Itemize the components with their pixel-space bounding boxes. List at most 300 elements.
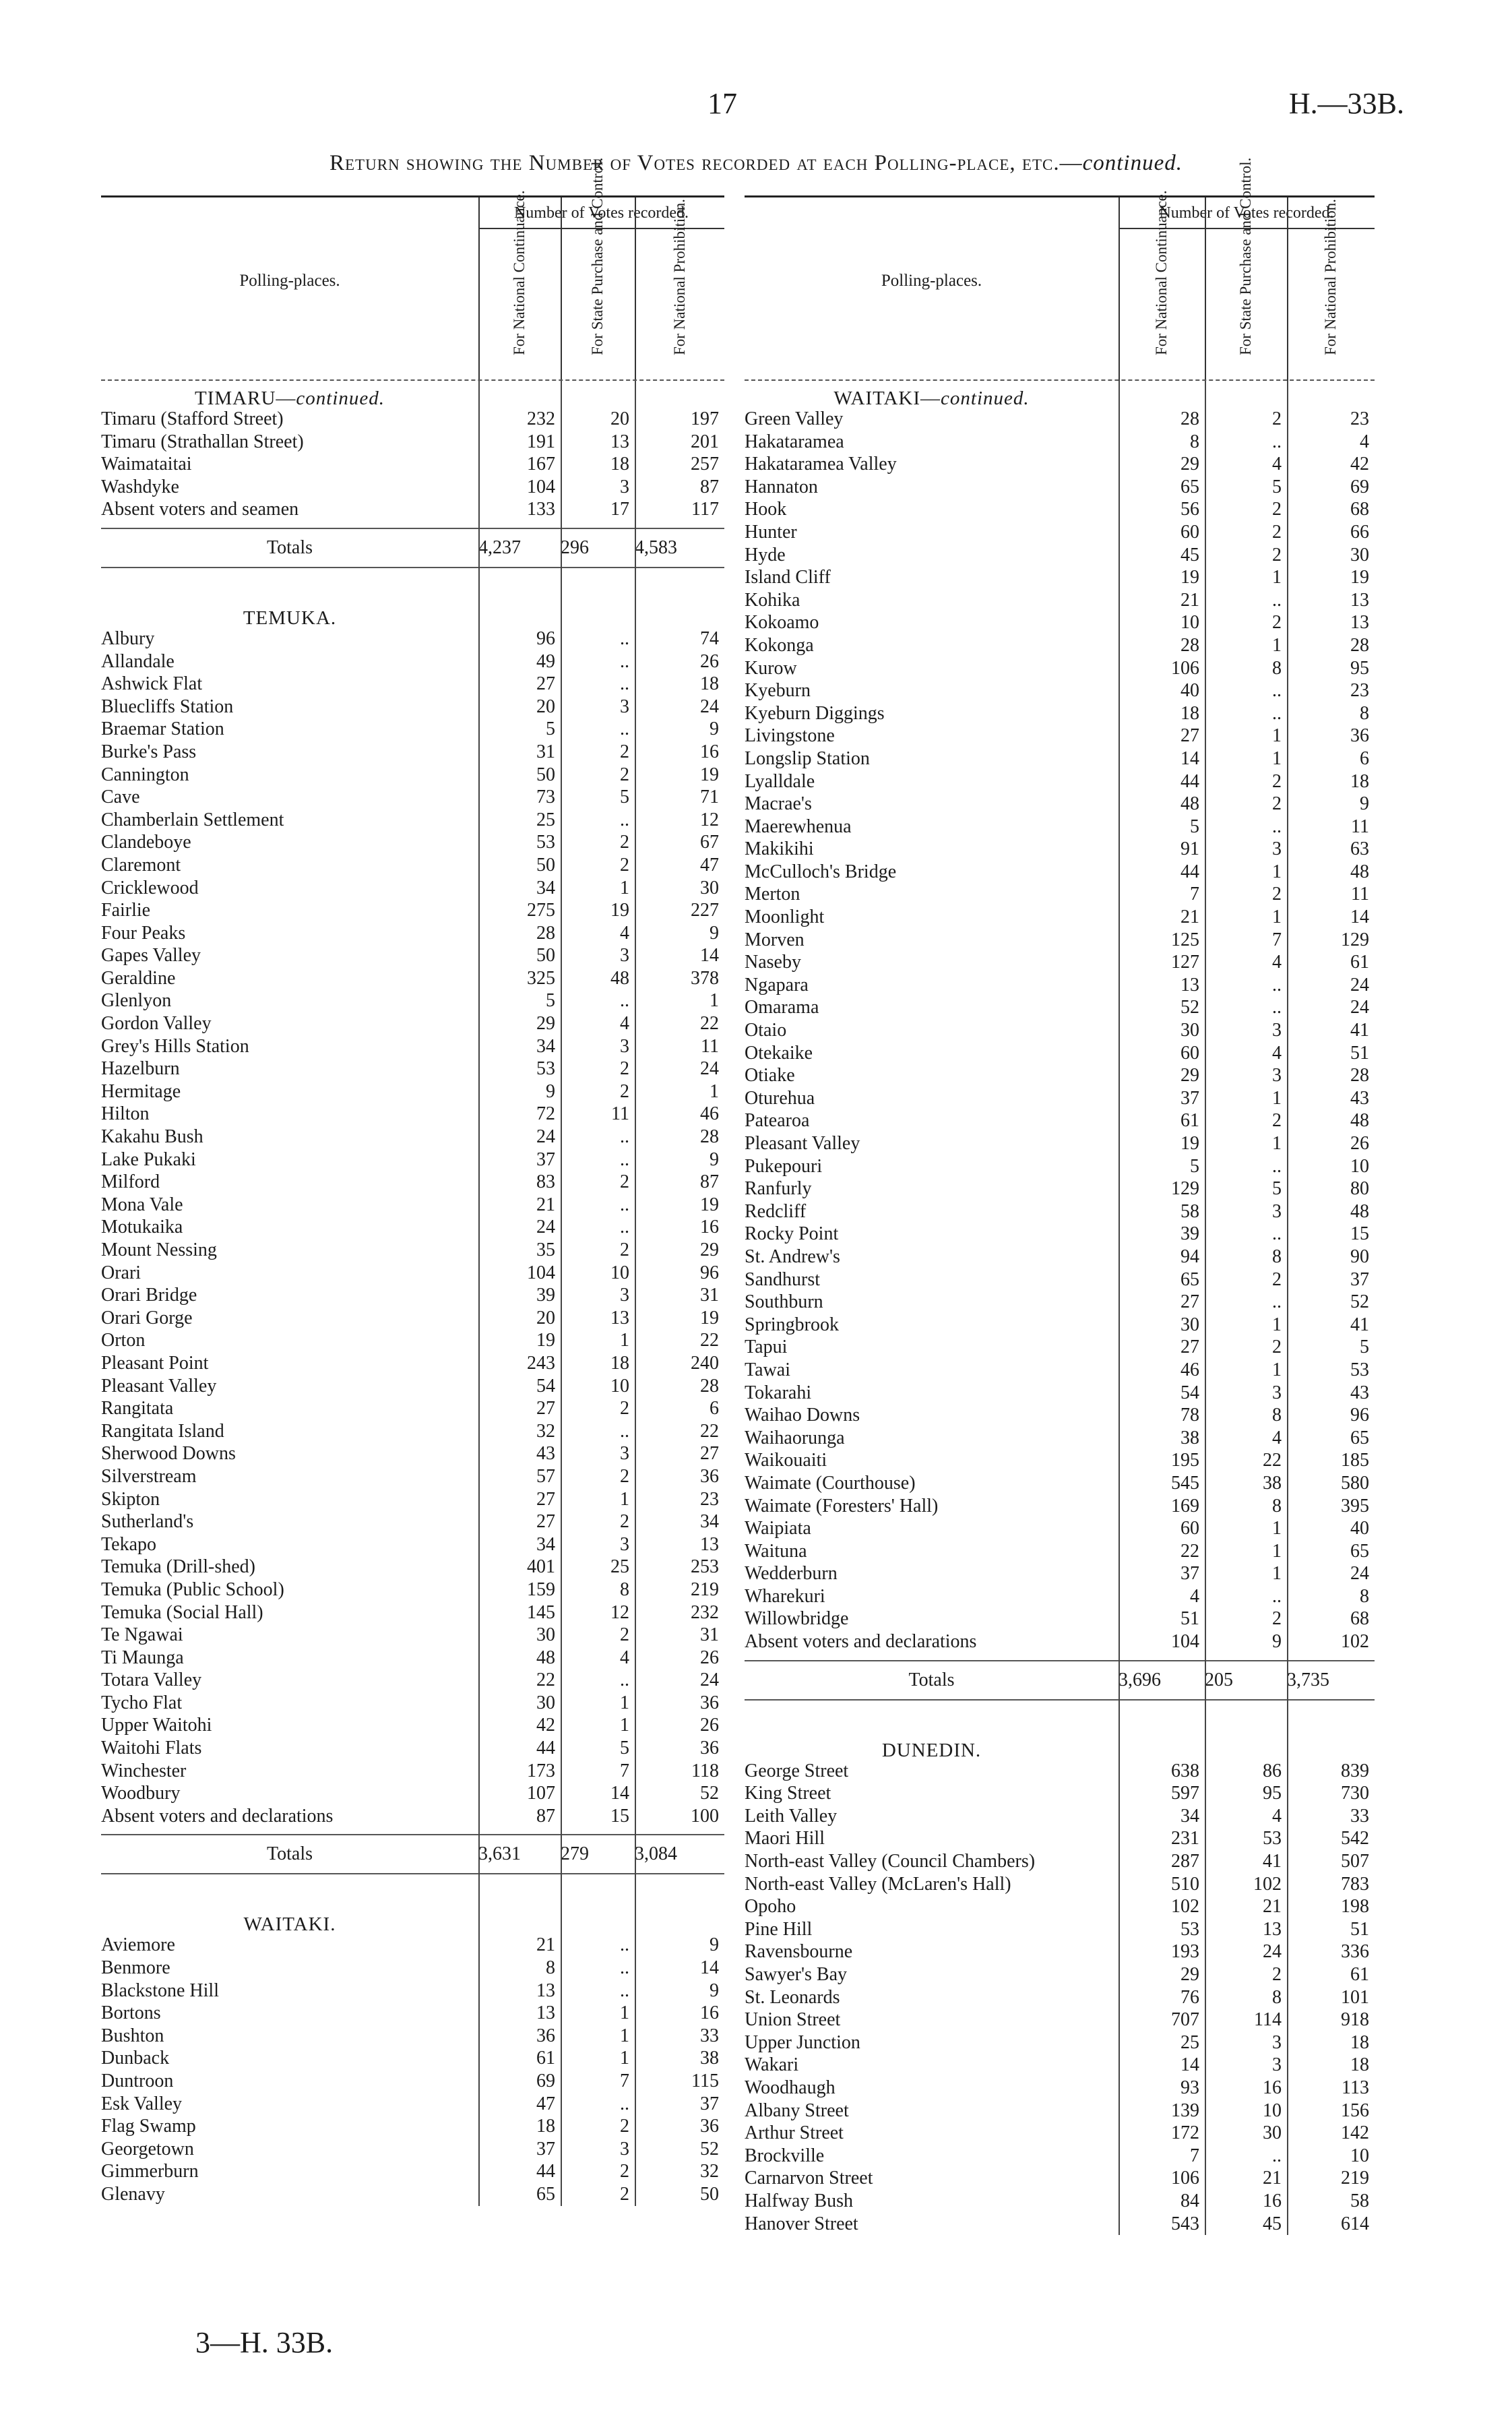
prohibition-votes: 9 <box>710 1934 719 1956</box>
state-control-votes: 16 <box>1263 2077 1282 2098</box>
table-row <box>101 1329 724 1352</box>
polling-place-label: Livingstone <box>745 725 835 747</box>
table-row <box>745 951 1375 974</box>
continuance-votes: 50 <box>536 945 555 967</box>
prohibition-votes: 113 <box>1342 2077 1369 2098</box>
prohibition-votes: 580 <box>1341 1472 1369 1494</box>
table-row <box>101 2047 724 2070</box>
prohibition-votes: 33 <box>1350 1805 1369 1827</box>
state-control-votes: 38 <box>1263 1472 1282 1494</box>
polling-place-label: Halfway Bush <box>745 2190 853 2211</box>
polling-place-label: Mona Vale <box>101 1194 183 1215</box>
polling-place-name <box>745 1087 1119 1110</box>
prohibition-votes: 783 <box>1341 1873 1369 1895</box>
continuance-votes: 129 <box>1171 1178 1199 1200</box>
polling-place-label: Grey's Hills Station <box>101 1035 249 1057</box>
polling-place-label: Timaru (Stafford Street) <box>101 408 284 429</box>
state-control-votes: 3 <box>620 476 629 497</box>
prohibition-votes: 11 <box>1351 884 1369 905</box>
polling-place-label: Hanover Street <box>745 2213 858 2234</box>
polling-place-name <box>101 1934 478 1957</box>
polling-place-name <box>101 1149 478 1171</box>
continuance-votes: 39 <box>1180 1223 1199 1245</box>
state-control-votes: 1 <box>620 1715 629 1736</box>
polling-place-name <box>101 1126 478 1149</box>
polling-place-name <box>101 741 478 764</box>
continuance-votes: 27 <box>1180 1291 1199 1313</box>
polling-place-label: Tokarahi <box>745 1382 812 1403</box>
prohibition-votes: 74 <box>700 627 719 649</box>
prohibition-votes: 31 <box>700 1285 719 1306</box>
polling-place-name <box>745 906 1119 929</box>
polling-place-name <box>745 816 1119 838</box>
polling-place-name <box>745 2213 1119 2236</box>
polling-place-label: Ngapara <box>745 974 809 996</box>
prohibition-votes: 53 <box>1350 1359 1369 1380</box>
prohibition-votes: 36 <box>700 1465 719 1487</box>
state-control-votes: 2 <box>620 1465 629 1487</box>
continuance-votes: 14 <box>1180 2054 1199 2076</box>
prohibition-votes: 9 <box>710 1149 719 1170</box>
vote-column-heading <box>1205 157 1287 373</box>
prohibition-votes: 14 <box>700 1957 719 1979</box>
continuance-votes: 707 <box>1171 2009 1199 2031</box>
continuance-votes: 193 <box>1171 1941 1199 1963</box>
polling-place-label: Kokoamo <box>745 612 819 634</box>
polling-place-name <box>745 657 1119 680</box>
continuance-votes: 5 <box>546 718 555 740</box>
polling-place-name <box>745 2009 1119 2031</box>
continuance-votes: 54 <box>1180 1382 1199 1403</box>
polling-place-label: Naseby <box>745 952 801 973</box>
polling-place-label: Pine Hill <box>745 1918 813 1940</box>
prohibition-votes: 14 <box>700 945 719 967</box>
polling-place-label: Winchester <box>101 1760 187 1781</box>
polling-place-name <box>101 1035 478 1058</box>
prohibition-votes: 31 <box>700 1624 719 1646</box>
table-row <box>101 1171 724 1194</box>
polling-place-name <box>745 521 1119 544</box>
state-control-votes: .. <box>1272 702 1282 724</box>
prohibition-votes: 198 <box>1341 1896 1369 1918</box>
continuance-votes: 21 <box>536 1194 555 1215</box>
document-reference: H.—33B. <box>1288 87 1404 120</box>
column-divider <box>478 381 480 2206</box>
table-row <box>101 718 724 741</box>
continuance-votes: 93 <box>1180 2077 1199 2098</box>
state-control-votes: 3 <box>1272 1020 1282 1041</box>
state-control-votes: 14 <box>610 1783 629 1804</box>
prohibition-votes: 336 <box>1341 1941 1369 1963</box>
continuance-votes: 30 <box>1180 1020 1199 1041</box>
district-name: TEMUKA. <box>243 607 337 629</box>
polling-place-label: North-east Valley (Council Chambers) <box>745 1851 1036 1872</box>
continuance-votes: 56 <box>1180 499 1199 520</box>
prohibition-votes: 185 <box>1341 1450 1369 1471</box>
state-control-votes: 2 <box>620 764 629 785</box>
totals-row <box>101 528 724 568</box>
prohibition-votes: 47 <box>700 854 719 876</box>
table-row <box>101 854 724 877</box>
polling-place-name <box>101 989 478 1012</box>
prohibition-votes: 614 <box>1341 2213 1369 2234</box>
continuance-votes: 5 <box>1190 816 1199 837</box>
totals-label: Totals <box>908 1669 955 1690</box>
table-row <box>745 861 1375 884</box>
polling-place-name <box>101 1465 478 1488</box>
continuance-votes: 232 <box>527 408 555 429</box>
polling-place-label: Woodhaugh <box>745 2077 836 2098</box>
state-control-votes: 3 <box>1272 1065 1282 1086</box>
state-control-votes: 45 <box>1263 2213 1282 2234</box>
polling-place-name <box>101 1307 478 1330</box>
table-row <box>745 2122 1375 2145</box>
polling-place-label: Morven <box>745 929 805 950</box>
table-row <box>745 702 1375 725</box>
polling-place-name <box>101 1782 478 1805</box>
table-row <box>745 1064 1375 1087</box>
state-control-votes: 1 <box>1272 1540 1282 1562</box>
continuance-votes: 48 <box>1180 793 1199 815</box>
polling-place-label: Orton <box>101 1330 146 1351</box>
continuance-votes: 27 <box>536 1511 555 1533</box>
prohibition-votes: 65 <box>1350 1540 1369 1562</box>
district-name: WAITAKI— <box>833 388 941 409</box>
state-control-votes: 2 <box>1272 793 1282 815</box>
table-row <box>745 883 1375 906</box>
state-control-votes: .. <box>620 1126 629 1148</box>
table-row <box>745 657 1375 680</box>
table-row <box>101 1488 724 1511</box>
continuance-votes: 30 <box>1180 1314 1199 1335</box>
prohibition-votes: 18 <box>1350 2031 1369 2053</box>
prohibition-votes: 11 <box>1351 816 1369 837</box>
polling-place-name <box>101 967 478 990</box>
prohibition-votes: 40 <box>1350 1518 1369 1539</box>
polling-place-label: Rocky Point <box>745 1223 839 1245</box>
polling-place-label: Upper Junction <box>745 2031 860 2053</box>
table-body <box>101 381 724 2206</box>
state-control-votes: 114 <box>1254 2009 1282 2031</box>
continuance-votes: 24 <box>536 1126 555 1148</box>
table-row <box>101 1442 724 1465</box>
polling-place-name <box>101 1442 478 1465</box>
polling-place-name <box>745 566 1119 589</box>
polling-place-name <box>101 696 478 718</box>
prohibition-votes: 61 <box>1350 952 1369 973</box>
polling-place-label: King Street <box>745 1783 831 1804</box>
continuance-votes: 543 <box>1171 2213 1199 2234</box>
continuance-votes: 9 <box>546 1080 555 1102</box>
state-control-votes: 2 <box>620 2116 629 2137</box>
state-control-votes: 3 <box>620 1285 629 1306</box>
continuance-votes: 10 <box>1180 612 1199 634</box>
table-row <box>745 1314 1375 1337</box>
prohibition-votes: 11 <box>701 1035 719 1057</box>
prohibition-votes: 8 <box>1360 1585 1369 1607</box>
prohibition-votes: 41 <box>1350 1020 1369 1041</box>
polling-place-label: Bortons <box>101 2002 161 2024</box>
polling-place-label: Cave <box>101 787 140 808</box>
state-control-votes: .. <box>620 1980 629 2001</box>
polling-place-name <box>745 1132 1119 1155</box>
polling-place-label: Washdyke <box>101 476 179 497</box>
continuance-votes: 87 <box>536 1805 555 1827</box>
state-control-votes: 3 <box>620 1443 629 1465</box>
polling-place-name <box>745 1359 1119 1382</box>
continuance-votes: 13 <box>1180 974 1199 996</box>
state-control-votes: 2 <box>620 1171 629 1193</box>
table-row <box>101 1149 724 1171</box>
table-row <box>101 922 724 945</box>
table-row <box>101 1058 724 1080</box>
table-row <box>745 1540 1375 1563</box>
polling-place-name <box>745 2190 1119 2213</box>
vote-column-heading <box>561 157 635 373</box>
table-row <box>101 989 724 1012</box>
table-row <box>745 929 1375 952</box>
polling-place-name <box>101 1375 478 1398</box>
polling-place-name <box>745 1427 1119 1450</box>
polling-place-label: Kokonga <box>745 634 814 656</box>
table-row <box>101 1352 724 1375</box>
continuance-votes: 61 <box>1180 1110 1199 1132</box>
continuance-votes: 44 <box>1180 770 1199 792</box>
state-control-votes: 10 <box>610 1262 629 1283</box>
polling-place-name <box>101 2183 478 2206</box>
polling-place-label: Redcliff <box>745 1200 807 1222</box>
state-control-votes: 8 <box>1272 1495 1282 1517</box>
polling-place-name <box>101 1239 478 1262</box>
continuance-votes: 19 <box>1180 1133 1199 1154</box>
polling-place-name <box>101 1647 478 1670</box>
state-control-votes: 24 <box>1263 1941 1282 1963</box>
continuance-votes: 125 <box>1171 929 1199 950</box>
continuance-votes: 34 <box>536 1035 555 1057</box>
continuance-votes: 191 <box>527 431 555 452</box>
polling-place-name <box>745 1562 1119 1585</box>
table-row <box>101 967 724 990</box>
polling-place-label: Orari Bridge <box>101 1285 197 1306</box>
continuance-votes: 20 <box>536 696 555 717</box>
prohibition-votes: 52 <box>700 1783 719 1804</box>
table-row <box>745 1782 1375 1805</box>
prohibition-votes: 16 <box>700 2002 719 2024</box>
continuance-votes: 78 <box>1180 1405 1199 1426</box>
continuance-votes: 29 <box>1180 454 1199 475</box>
state-control-votes: 30 <box>1263 2122 1282 2144</box>
state-control-votes: 2 <box>620 2183 629 2205</box>
state-control-votes: 5 <box>620 1738 629 1759</box>
prohibition-votes: 16 <box>700 1217 719 1238</box>
polling-place-name <box>745 453 1119 476</box>
continuance-votes: 50 <box>536 764 555 785</box>
polling-place-label: Orari Gorge <box>101 1307 193 1328</box>
polling-place-name <box>101 944 478 967</box>
polling-place-name <box>101 1533 478 1556</box>
state-control-votes: 2 <box>1272 1110 1282 1132</box>
state-control-votes: 10 <box>610 1375 629 1397</box>
prohibition-votes: 36 <box>700 1692 719 1713</box>
table-row <box>745 1177 1375 1200</box>
polling-places-heading: Polling-places. <box>881 272 982 290</box>
continuance-votes: 47 <box>536 2093 555 2114</box>
polling-place-label: Geraldine <box>101 967 176 989</box>
continuance-votes: 25 <box>536 809 555 830</box>
continuance-votes: 22 <box>1180 1540 1199 1562</box>
state-control-votes: 2 <box>1272 521 1282 543</box>
polling-place-label: Esk Valley <box>101 2093 183 2114</box>
table-row <box>101 498 724 521</box>
polling-place-name <box>101 2025 478 2048</box>
prohibition-votes: 918 <box>1341 2009 1369 2031</box>
polling-place-label: Waimataitai <box>101 454 192 475</box>
table-row <box>745 1449 1375 1472</box>
polling-place-name <box>745 1472 1119 1495</box>
table-row <box>745 816 1375 838</box>
state-control-votes: 13 <box>1263 1918 1282 1940</box>
polling-place-label: Orari <box>101 1262 141 1283</box>
table-row <box>745 1630 1375 1653</box>
state-control-votes: 4 <box>1272 952 1282 973</box>
continuance-votes: 145 <box>527 1601 555 1623</box>
table-row <box>101 831 724 854</box>
table-row <box>101 1934 724 1957</box>
table-row <box>745 1895 1375 1918</box>
polling-place-label: Absent voters and declarations <box>101 1805 334 1827</box>
continuance-votes: 167 <box>527 454 555 475</box>
table-caption <box>0 151 1512 176</box>
table-row <box>101 476 724 499</box>
table-row <box>101 1012 724 1035</box>
state-control-votes: 4 <box>620 1013 629 1035</box>
table-row <box>101 1714 724 1737</box>
polling-place-label: Skipton <box>101 1488 160 1510</box>
totals-label: Totals <box>266 537 313 558</box>
continuance-votes: 13 <box>536 1980 555 2001</box>
continuance-votes: 29 <box>536 1013 555 1035</box>
state-control-votes: 8 <box>1272 1986 1282 2008</box>
polling-place-name <box>745 747 1119 770</box>
district-heading <box>101 381 478 408</box>
table-row <box>745 2100 1375 2122</box>
polling-place-label: Otaio <box>745 1020 787 1041</box>
table-row <box>101 627 724 650</box>
polling-place-label: George Street <box>745 1760 849 1781</box>
state-control-votes: 2 <box>1272 1608 1282 1630</box>
polling-places-heading: Polling-places. <box>239 272 340 290</box>
continuance-votes: 37 <box>1180 1563 1199 1585</box>
continuance-votes: 44 <box>1180 861 1199 882</box>
continuance-votes: 34 <box>536 877 555 898</box>
continuance-votes: 35 <box>536 1239 555 1260</box>
table-row <box>745 521 1375 544</box>
continuance-votes: 42 <box>536 1715 555 1736</box>
state-control-votes: 48 <box>610 967 629 989</box>
continuance-votes: 4 <box>1190 1585 1199 1607</box>
polling-place-name <box>745 1155 1119 1178</box>
prohibition-votes: 26 <box>700 1715 719 1736</box>
polling-place-label: St. Andrew's <box>745 1246 840 1267</box>
table-row <box>101 1465 724 1488</box>
polling-place-label: Bluecliffs Station <box>101 696 234 717</box>
polling-place-label: Springbrook <box>745 1314 839 1335</box>
continuance-votes: 96 <box>536 627 555 649</box>
continuance-votes: 84 <box>1180 2190 1199 2211</box>
polling-place-name <box>745 793 1119 816</box>
continuance-votes: 13 <box>536 2002 555 2024</box>
polling-place-label: Allandale <box>101 650 175 672</box>
prohibition-votes: 41 <box>1350 1314 1369 1335</box>
prohibition-votes: 51 <box>1350 1918 1369 1940</box>
polling-place-name <box>101 627 478 650</box>
vote-column-label: For State Purchase and Control. <box>588 157 606 355</box>
district-name: WAITAKI. <box>243 1913 336 1936</box>
votes-recorded-heading: Number of Votes recorded. <box>1119 204 1375 229</box>
table-row <box>745 1472 1375 1495</box>
totals-row <box>745 1660 1375 1701</box>
table-row <box>101 2002 724 2025</box>
state-control-votes: 2 <box>1272 612 1282 634</box>
polling-place-name <box>101 1012 478 1035</box>
state-control-votes: 41 <box>1263 1851 1282 1872</box>
table-row <box>745 2190 1375 2213</box>
state-control-votes: .. <box>1272 816 1282 837</box>
state-control-votes: .. <box>620 1149 629 1170</box>
caption-text: Return showing the Number of Votes recorded at each Polling-place, etc.— <box>329 151 1083 175</box>
table-row <box>101 1579 724 1601</box>
vote-column-heading <box>1287 198 1375 373</box>
table-row <box>101 1510 724 1533</box>
state-control-votes: 3 <box>1272 838 1282 860</box>
state-control-votes: 3 <box>620 696 629 717</box>
table-body <box>745 381 1375 2235</box>
prohibition-votes: 19 <box>1350 567 1369 588</box>
table-row <box>745 1963 1375 1986</box>
table-row <box>745 2213 1375 2236</box>
prohibition-votes: 42 <box>1350 454 1369 475</box>
state-control-votes: 17 <box>610 499 629 520</box>
polling-place-label: Bushton <box>101 2025 164 2046</box>
state-control-votes: 8 <box>1272 1246 1282 1267</box>
state-control-votes: 25 <box>610 1556 629 1578</box>
table-row <box>101 2160 724 2183</box>
polling-place-name <box>101 476 478 499</box>
table-row <box>101 1669 724 1692</box>
prohibition-votes: 26 <box>700 1647 719 1668</box>
continuance-votes: 29 <box>1180 1964 1199 1985</box>
state-control-votes: 3 <box>1272 1200 1282 1222</box>
state-control-votes: .. <box>620 1957 629 1979</box>
polling-place-name <box>745 1268 1119 1291</box>
state-control-votes: 2 <box>1272 408 1282 429</box>
prohibition-votes: 156 <box>1341 2100 1369 2121</box>
polling-place-name <box>101 650 478 673</box>
polling-place-label: Mount Nessing <box>101 1239 217 1260</box>
state-control-votes: 1 <box>1272 725 1282 747</box>
prohibition-votes: 1 <box>710 990 719 1012</box>
continuance-votes: 19 <box>1180 567 1199 588</box>
polling-place-label: Makikihi <box>745 838 814 860</box>
polling-place-name <box>745 1940 1119 1963</box>
polling-place-name <box>745 1200 1119 1223</box>
table-row <box>745 679 1375 702</box>
continuance-votes: 53 <box>536 1058 555 1080</box>
table-row <box>745 1986 1375 2009</box>
state-control-votes: .. <box>620 627 629 649</box>
prohibition-votes: 395 <box>1341 1495 1369 1517</box>
polling-place-label: Carnarvon Street <box>745 2168 873 2189</box>
